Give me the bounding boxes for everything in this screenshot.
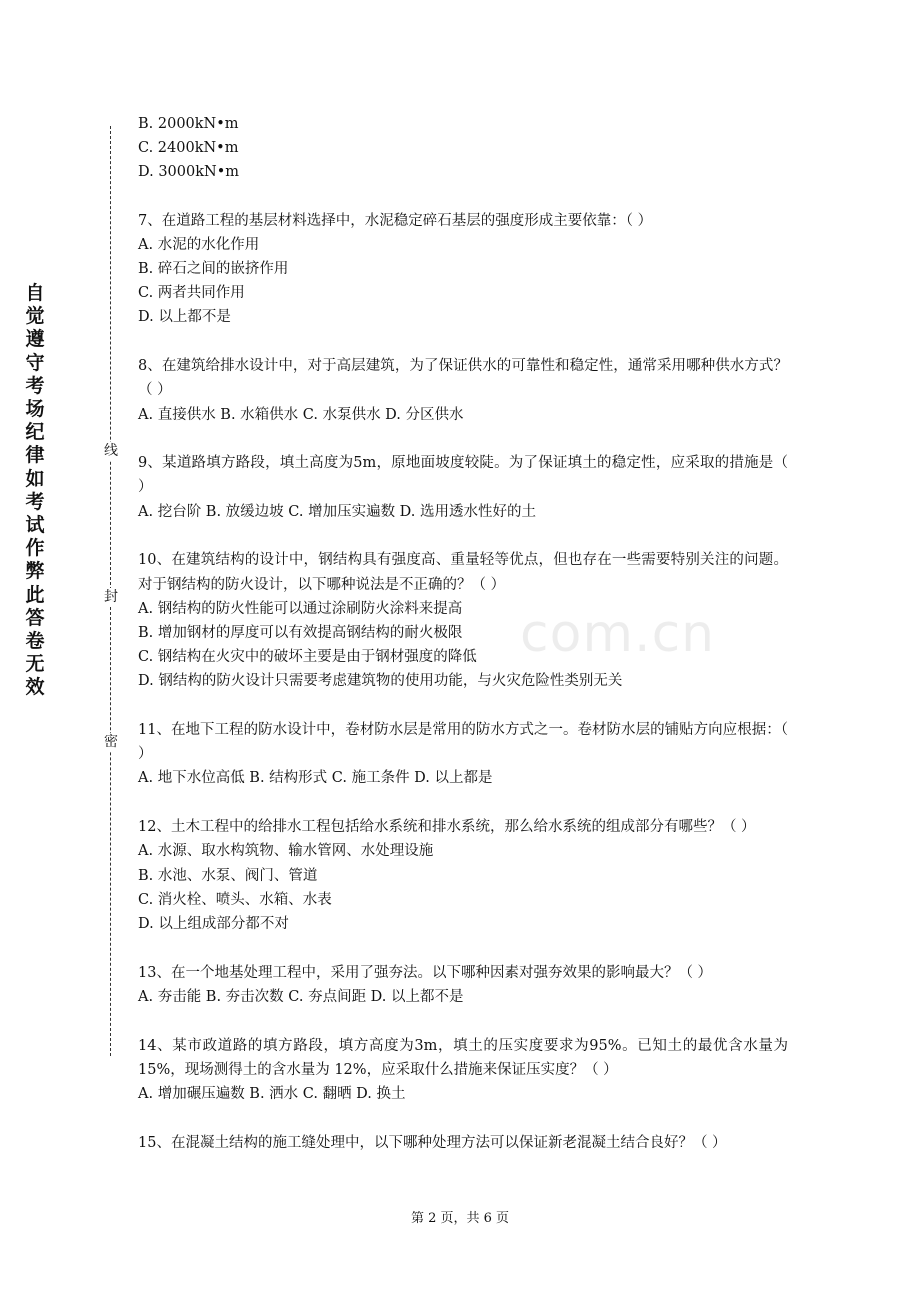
seal-mark-line: 线 (104, 443, 118, 459)
option: B. 碎石之间的嵌挤作用 (138, 261, 289, 278)
question-block (138, 451, 788, 524)
question-block (138, 815, 788, 936)
question-text: 9、某道路填方路段，填土高度为5m，原地面坡度较陡。为了保证填土的稳定性，应采取的措施是（ ） (138, 455, 788, 496)
option: A. 水源、取水构筑物、输水管网、水处理设施 (138, 843, 434, 860)
option: D. 以上组成部分都不对 (138, 915, 289, 932)
question-text: 10、在建筑结构的设计中，钢结构具有强度高、重量轻等优点，但也存在一些需要特别关注的问题。对于钢结构的防火设计，以下哪种说法是不正确的？（ ） (138, 552, 788, 593)
exam-content (138, 112, 788, 1179)
question-text: 14、某市政道路的填方路段，填方高度为3m，填土的压实度要求为95%。已知土的最优含水量为 15%，现场测得土的含水量为 12%，应采取什么措施来保证压实度？（ ） (138, 1037, 788, 1078)
question-text: 11、在地下工程的防水设计中，卷材防水层是常用的防水方式之一。卷材防水层的铺贴方向应根据：（ ） (138, 722, 788, 763)
page-footer: 第 2 页，共 6 页 (410, 1211, 510, 1226)
option: A. 直接供水 B. 水箱供水 C. 水泵供水 D. 分区供水 (138, 406, 464, 423)
question-text: 12、土木工程中的给排水工程包括给水系统和排水系统，那么给水系统的组成部分有哪些？（ ） (138, 819, 756, 836)
seal-mark-secret: 密 (104, 734, 118, 750)
option: B. 增加钢材的厚度可以有效提高钢结构的耐火极限 (138, 624, 463, 641)
question-text: 13、在一个地基处理工程中，采用了强夯法。以下哪种因素对强夯效果的影响最大？（ ） (138, 964, 713, 981)
exam-discipline-warning: 自觉遵守考场纪律如考试作弊此答卷无效 (25, 282, 45, 699)
option: A. 钢结构的防火性能可以通过涂刷防火涂料来提高 (138, 600, 463, 617)
question-block (138, 209, 788, 330)
question-text: 7、在道路工程的基层材料选择中，水泥稳定碎石基层的强度形成主要依靠：（ ） (138, 212, 653, 229)
seal-mark-seal: 封 (104, 589, 118, 605)
option: B. 水池、水泵、阀门、管道 (138, 867, 318, 884)
question-text: 15、在混凝土结构的施工缝处理中，以下哪种处理方法可以保证新老混凝土结合良好？（ ） (138, 1134, 727, 1151)
option: C. 消火栓、喷头、水箱、水表 (138, 891, 332, 908)
question-block (138, 548, 788, 693)
question-block (138, 1131, 788, 1155)
option: D. 3000kN•m (138, 164, 240, 181)
option: A. 增加碾压遍数 B. 洒水 C. 翻晒 D. 换土 (138, 1086, 406, 1102)
question-list (138, 209, 788, 1155)
option: B. 2000kN•m (138, 116, 239, 132)
question-block (138, 718, 788, 791)
watermark: com.cn (520, 604, 716, 664)
option: A. 挖台阶 B. 放缓边坡 C. 增加压实遍数 D. 选用透水性好的土 (138, 503, 537, 520)
option: A. 地下水位高低 B. 结构形式 C. 施工条件 D. 以上都是 (138, 770, 493, 787)
option: C. 2400kN•m (138, 140, 239, 157)
question-block (138, 354, 788, 427)
question-text: 8、在建筑给排水设计中，对于高层建筑，为了保证供水的可靠性和稳定性，通常采用哪种供水方式？（ ） (138, 358, 788, 399)
option: C. 钢结构在火灾中的破坏主要是由于钢材强度的降低 (138, 649, 477, 666)
option: D. 钢结构的防火设计只需要考虑建筑物的使用功能，与火灾危险性类别无关 (138, 673, 623, 690)
option: C. 两者共同作用 (138, 285, 245, 302)
option: D. 以上都不是 (138, 309, 231, 326)
option: A. 水泥的水化作用 (138, 236, 260, 253)
previous-question-options (138, 112, 788, 185)
question-block (138, 1034, 788, 1107)
option: A. 夯击能 B. 夯击次数 C. 夯点间距 D. 以上都不是 (138, 988, 464, 1005)
question-block (138, 961, 788, 1009)
